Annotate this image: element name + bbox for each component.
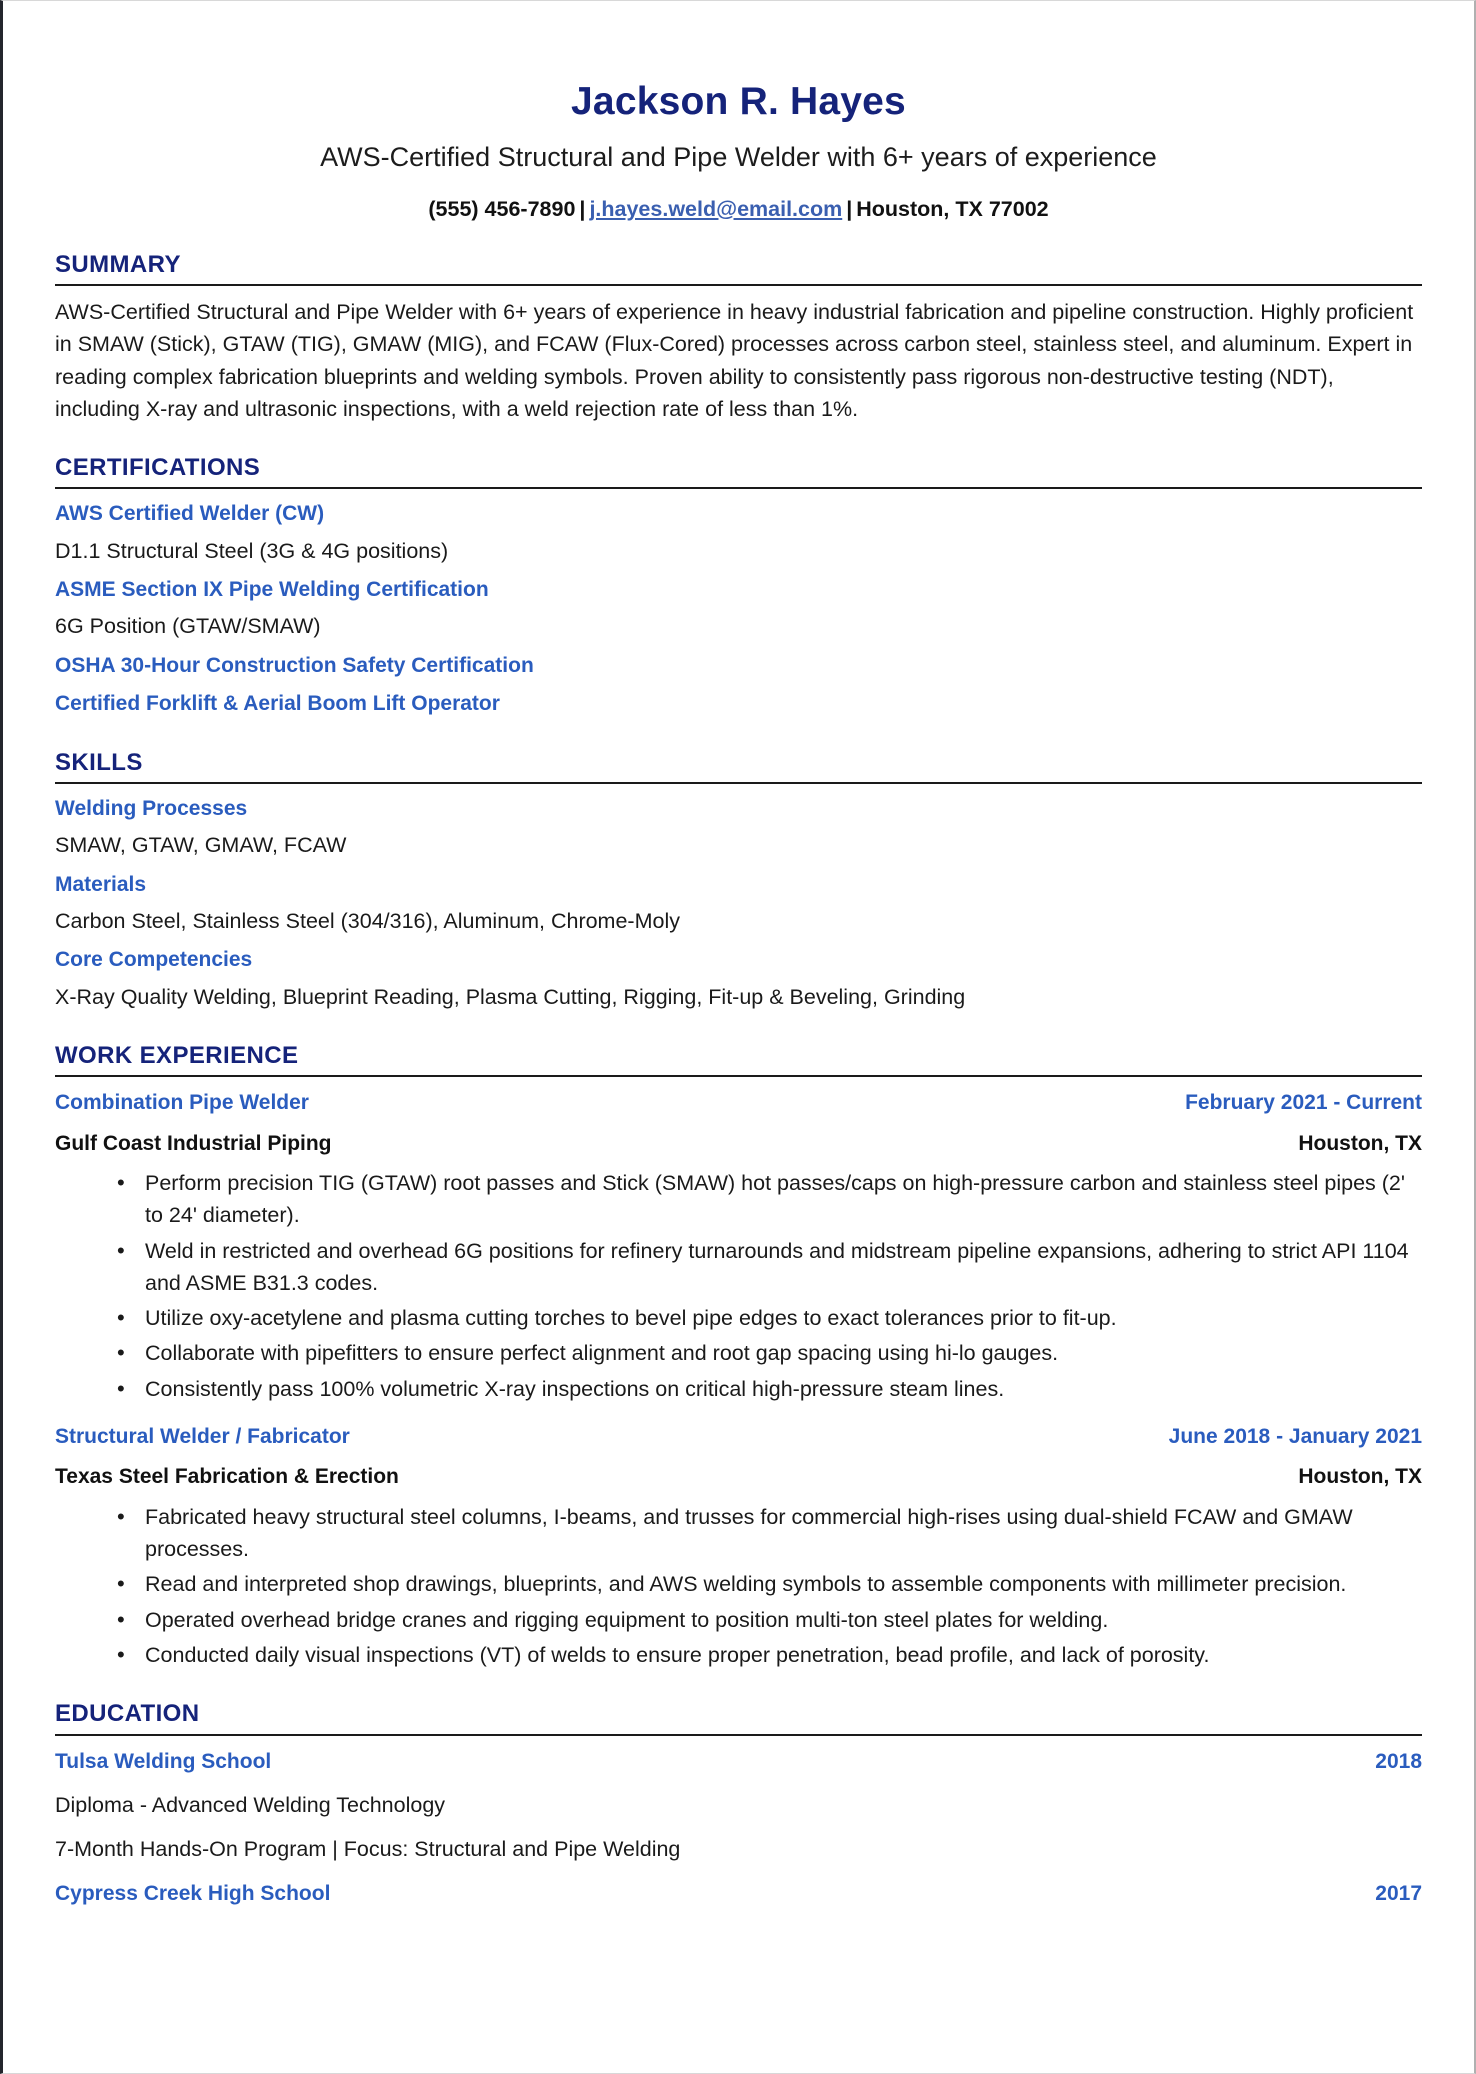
skill-group bbox=[55, 945, 1422, 1013]
job-responsibilities bbox=[55, 1501, 1422, 1671]
section-summary bbox=[55, 252, 1422, 425]
list-item: • Perform precision TIG (GTAW) root passes and Stick (SMAW) hot passes/caps on high-pressure carbon and stainless steel pipes (2' to 24' diameter). bbox=[117, 1167, 1422, 1232]
certification-item bbox=[55, 689, 1422, 719]
certification-detail: D1.1 Structural Steel (3G & 4G positions) bbox=[55, 538, 449, 563]
section-heading-skills: SKILLS bbox=[55, 748, 143, 776]
job-location: Houston, TX bbox=[1298, 1465, 1422, 1489]
job-title: Combination Pipe Welder bbox=[55, 1091, 309, 1115]
email-link[interactable]: j.hayes.weld@email.com bbox=[589, 196, 843, 221]
section-divider-work-experience bbox=[55, 1075, 1422, 1077]
list-item: • Weld in restricted and overhead 6G positions for refinery turnarounds and midstream pipeline expansions, adhering to strict API 1104 and ASME B31.3 codes. bbox=[117, 1235, 1422, 1300]
experience-company-row bbox=[55, 1128, 1422, 1160]
education-entry bbox=[55, 1878, 1422, 1910]
section-divider-certifications bbox=[55, 487, 1422, 489]
job-location: Houston, TX bbox=[1298, 1131, 1422, 1155]
education-degree: Diploma - Advanced Welding Technology bbox=[55, 1793, 446, 1818]
skill-group-detail: SMAW, GTAW, GMAW, FCAW bbox=[55, 833, 347, 858]
education-school: Cypress Creek High School bbox=[55, 1881, 331, 1905]
education-school-row bbox=[55, 1746, 1422, 1778]
job-dates: February 2021 - Current bbox=[1185, 1091, 1422, 1115]
education-year: 2017 bbox=[1375, 1881, 1422, 1905]
certification-item bbox=[55, 651, 1422, 681]
section-divider-education bbox=[55, 1734, 1422, 1736]
certification-detail: 6G Position (GTAW/SMAW) bbox=[55, 614, 321, 639]
section-heading-certifications: CERTIFICATIONS bbox=[55, 454, 261, 482]
list-item: • Read and interpreted shop drawings, blueprints, and AWS welding symbols to assemble components with millimeter precision. bbox=[117, 1568, 1422, 1600]
education-school-row bbox=[55, 1878, 1422, 1910]
job-company: Texas Steel Fabrication & Erection bbox=[55, 1465, 399, 1489]
list-item: • Collaborate with pipefitters to ensure perfect alignment and root gap spacing using hi-lo gauges. bbox=[117, 1337, 1422, 1369]
contact-separator-1: | bbox=[579, 196, 586, 221]
list-item: • Conducted daily visual inspections (VT) of welds to ensure proper penetration, bead profile, and lack of porosity. bbox=[117, 1639, 1422, 1671]
education-entry bbox=[55, 1746, 1422, 1866]
list-item: • Fabricated heavy structural steel columns, I-beams, and trusses for commercial high-rises using dual-shield FCAW and GMAW processes. bbox=[117, 1501, 1422, 1566]
page-title: Jackson R. Hayes bbox=[571, 80, 906, 123]
experience-company-row bbox=[55, 1461, 1422, 1493]
certification-item bbox=[55, 499, 1422, 567]
resume-content bbox=[55, 81, 1422, 1909]
certification-item bbox=[55, 575, 1422, 643]
section-heading-work-experience: WORK EXPERIENCE bbox=[55, 1041, 299, 1069]
list-item: • Consistently pass 100% volumetric X-ray inspections on critical high-pressure steam lines. bbox=[117, 1373, 1422, 1405]
job-company: Gulf Coast Industrial Piping bbox=[55, 1131, 332, 1155]
skill-group-detail: Carbon Steel, Stainless Steel (304/316), Aluminum, Chrome-Moly bbox=[55, 908, 680, 933]
location-text: Houston, TX 77002 bbox=[856, 196, 1049, 221]
certification-name: Certified Forklift & Aerial Boom Lift Operator bbox=[55, 692, 500, 716]
list-item: • Operated overhead bridge cranes and rigging equipment to position multi-ton steel plates for welding. bbox=[117, 1604, 1422, 1636]
certification-name: AWS Certified Welder (CW) bbox=[55, 502, 325, 526]
job-responsibilities bbox=[55, 1167, 1422, 1405]
skill-group-name: Core Competencies bbox=[55, 948, 253, 972]
section-divider-summary bbox=[55, 284, 1422, 286]
section-heading-summary: SUMMARY bbox=[55, 250, 181, 278]
contact-separator-2: | bbox=[846, 196, 853, 221]
skill-group bbox=[55, 794, 1422, 862]
education-year: 2018 bbox=[1375, 1749, 1422, 1773]
section-certifications bbox=[55, 455, 1422, 719]
certification-name: OSHA 30-Hour Construction Safety Certification bbox=[55, 653, 534, 677]
job-title: Structural Welder / Fabricator bbox=[55, 1424, 350, 1448]
experience-title-row bbox=[55, 1421, 1422, 1453]
education-school: Tulsa Welding School bbox=[55, 1749, 272, 1773]
education-program-detail: 7-Month Hands-On Program | Focus: Structural and Pipe Welding bbox=[55, 1837, 681, 1862]
experience-title-row bbox=[55, 1087, 1422, 1119]
professional-headline: AWS-Certified Structural and Pipe Welder with 6+ years of experience bbox=[320, 141, 1157, 172]
certification-name: ASME Section IX Pipe Welding Certification bbox=[55, 578, 489, 602]
skill-group-detail: X-Ray Quality Welding, Blueprint Reading, Plasma Cutting, Rigging, Fit-up & Beveling, Grinding bbox=[55, 984, 966, 1009]
experience-entry bbox=[55, 1421, 1422, 1671]
section-skills bbox=[55, 750, 1422, 1013]
skill-group-name: Materials bbox=[55, 872, 147, 896]
section-heading-education: EDUCATION bbox=[55, 1700, 200, 1728]
phone-number: (555) 456-7890 bbox=[428, 196, 576, 221]
experience-entry bbox=[55, 1087, 1422, 1405]
job-dates: June 2018 - January 2021 bbox=[1168, 1424, 1422, 1448]
summary-paragraph: AWS-Certified Structural and Pipe Welder with 6+ years of experience in heavy industrial fabrication and pipeline construction. Highly proficient in SMAW (Stick), GTAW (TIG), GMAW (MIG), and FCAW (Flux-Cored) processes across carbon steel, stainless steel, and aluminum. Expert in reading complex fabrication blueprints and welding symbols. Proven ability to consistently pass rigorous non-destructive testing (NDT), including X-ray and ultrasonic inspections, with a weld rejection rate of less than 1%. bbox=[55, 300, 1414, 421]
section-divider-skills bbox=[55, 782, 1422, 784]
contact-line bbox=[55, 197, 1422, 222]
skill-group-name: Welding Processes bbox=[55, 796, 248, 820]
section-education bbox=[55, 1701, 1422, 1909]
list-item: • Utilize oxy-acetylene and plasma cutting torches to bevel pipe edges to exact tolerances prior to fit-up. bbox=[117, 1302, 1422, 1334]
section-work-experience bbox=[55, 1043, 1422, 1671]
skill-group bbox=[55, 870, 1422, 938]
